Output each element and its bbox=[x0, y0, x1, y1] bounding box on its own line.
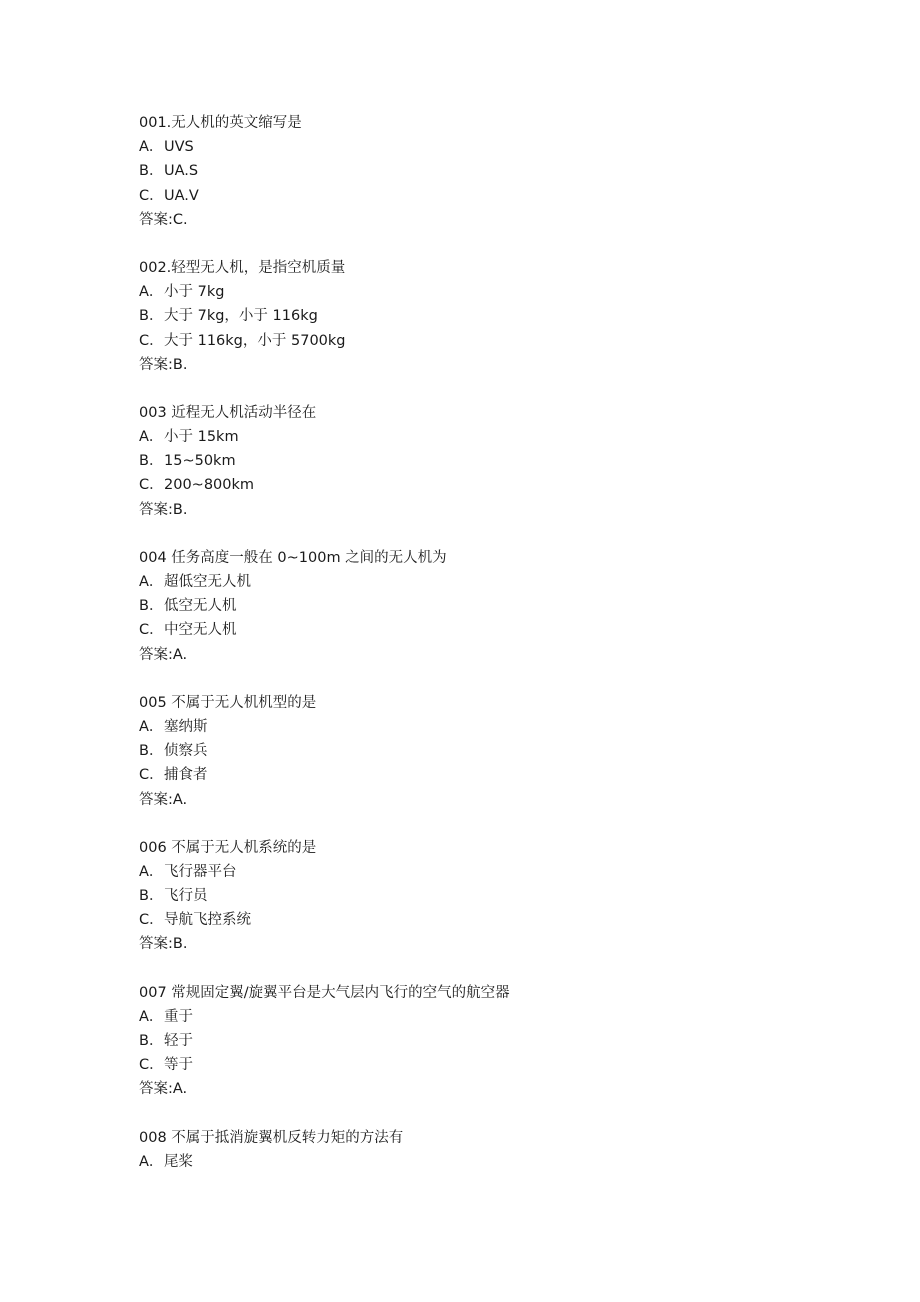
answer-key: 答案:C. bbox=[139, 211, 188, 228]
question-block bbox=[139, 1126, 839, 1174]
option-letter: C． bbox=[139, 187, 164, 204]
option-text: 大于 7kg，小于 116kg bbox=[164, 308, 318, 325]
answer-option bbox=[139, 159, 839, 183]
answer-option bbox=[139, 473, 839, 497]
option-letter: C． bbox=[139, 912, 164, 929]
answer-option bbox=[139, 860, 839, 884]
option-text: 飞行器平台 bbox=[164, 863, 237, 880]
answer-option bbox=[139, 594, 839, 618]
answer-option bbox=[139, 1029, 839, 1053]
question-stem: 005 不属于无人机机型的是 bbox=[139, 694, 317, 711]
question-stem: 007 常规固定翼/旋翼平台是大气层内飞行的空气的航空器 bbox=[139, 984, 510, 1001]
answer-option bbox=[139, 908, 839, 932]
option-letter: A． bbox=[139, 863, 164, 880]
option-text: 200~800km bbox=[164, 477, 255, 494]
answer-option bbox=[139, 184, 839, 208]
question-stem: 003 近程无人机活动半径在 bbox=[139, 404, 317, 421]
question-block bbox=[139, 836, 839, 957]
option-letter: C． bbox=[139, 477, 164, 494]
option-letter: B． bbox=[139, 308, 164, 325]
option-text: 中空无人机 bbox=[164, 622, 237, 639]
option-letter: A． bbox=[139, 1008, 164, 1025]
option-text: 重于 bbox=[164, 1008, 193, 1025]
question-stem: 002.轻型无人机，是指空机质量 bbox=[139, 259, 346, 276]
question-stem: 006 不属于无人机系统的是 bbox=[139, 839, 317, 856]
option-letter: C． bbox=[139, 332, 164, 349]
option-text: 超低空无人机 bbox=[164, 574, 251, 590]
answer-key: 答案:A. bbox=[139, 791, 188, 808]
option-text: 大于 116kg，小于 5700kg bbox=[164, 332, 346, 349]
answer-option bbox=[139, 1005, 839, 1029]
answer-option bbox=[139, 884, 839, 908]
answer-key: 答案:A. bbox=[139, 646, 188, 663]
option-letter: B． bbox=[139, 163, 164, 180]
answer-option bbox=[139, 1150, 839, 1174]
option-letter: B． bbox=[139, 453, 164, 470]
option-text: 侦察兵 bbox=[164, 743, 208, 760]
option-letter: A． bbox=[139, 1153, 164, 1170]
option-text: 尾桨 bbox=[164, 1153, 193, 1170]
option-text: 15~50km bbox=[164, 453, 236, 470]
answer-key: 答案:A. bbox=[139, 1081, 188, 1098]
question-block bbox=[139, 691, 839, 812]
option-text: 低空无人机 bbox=[164, 598, 237, 615]
answer-option bbox=[139, 280, 839, 304]
question-stem: 001.无人机的英文缩写是 bbox=[139, 115, 302, 131]
answer-option bbox=[139, 715, 839, 739]
answer-option bbox=[139, 739, 839, 763]
answer-option bbox=[139, 449, 839, 473]
option-text: UA.S bbox=[164, 163, 199, 180]
option-text: 塞纳斯 bbox=[164, 718, 208, 735]
option-text: 小于 7kg bbox=[164, 284, 225, 301]
answer-key: 答案:B. bbox=[139, 501, 188, 518]
option-text: 捕食者 bbox=[164, 767, 208, 784]
answer-key: 答案:B. bbox=[139, 936, 188, 953]
question-block bbox=[139, 981, 839, 1102]
question-block bbox=[139, 401, 839, 522]
option-letter: C． bbox=[139, 767, 164, 784]
option-letter: A． bbox=[139, 574, 164, 590]
answer-option bbox=[139, 1053, 839, 1077]
option-letter: A． bbox=[139, 284, 164, 301]
option-text: 小于 15km bbox=[164, 429, 239, 446]
option-letter: B． bbox=[139, 598, 164, 615]
answer-key: 答案:B. bbox=[139, 356, 188, 373]
option-text: 飞行员 bbox=[164, 888, 208, 905]
option-letter: A． bbox=[139, 429, 164, 446]
answer-option bbox=[139, 135, 839, 159]
option-text: UVS bbox=[164, 139, 194, 156]
answer-option bbox=[139, 304, 839, 328]
option-text: 轻于 bbox=[164, 1033, 193, 1049]
option-letter: C． bbox=[139, 1057, 164, 1074]
option-text: UA.V bbox=[164, 187, 199, 204]
answer-option bbox=[139, 618, 839, 642]
answer-option bbox=[139, 425, 839, 449]
answer-option bbox=[139, 763, 839, 787]
question-stem: 008 不属于抵消旋翼机反转力矩的方法有 bbox=[139, 1129, 404, 1146]
answer-option bbox=[139, 570, 839, 594]
answer-option bbox=[139, 329, 839, 353]
option-letter: C． bbox=[139, 622, 164, 639]
option-text: 导航飞控系统 bbox=[164, 912, 251, 929]
document-page bbox=[139, 111, 839, 1198]
option-letter: B． bbox=[139, 1033, 164, 1049]
question-block bbox=[139, 546, 839, 667]
question-block bbox=[139, 111, 839, 232]
question-stem: 004 任务高度一般在 0~100m 之间的无人机为 bbox=[139, 549, 447, 566]
option-letter: B． bbox=[139, 888, 164, 905]
option-text: 等于 bbox=[164, 1057, 193, 1074]
option-letter: A． bbox=[139, 718, 164, 735]
question-block bbox=[139, 256, 839, 377]
option-letter: B． bbox=[139, 743, 164, 760]
option-letter: A． bbox=[139, 139, 164, 156]
